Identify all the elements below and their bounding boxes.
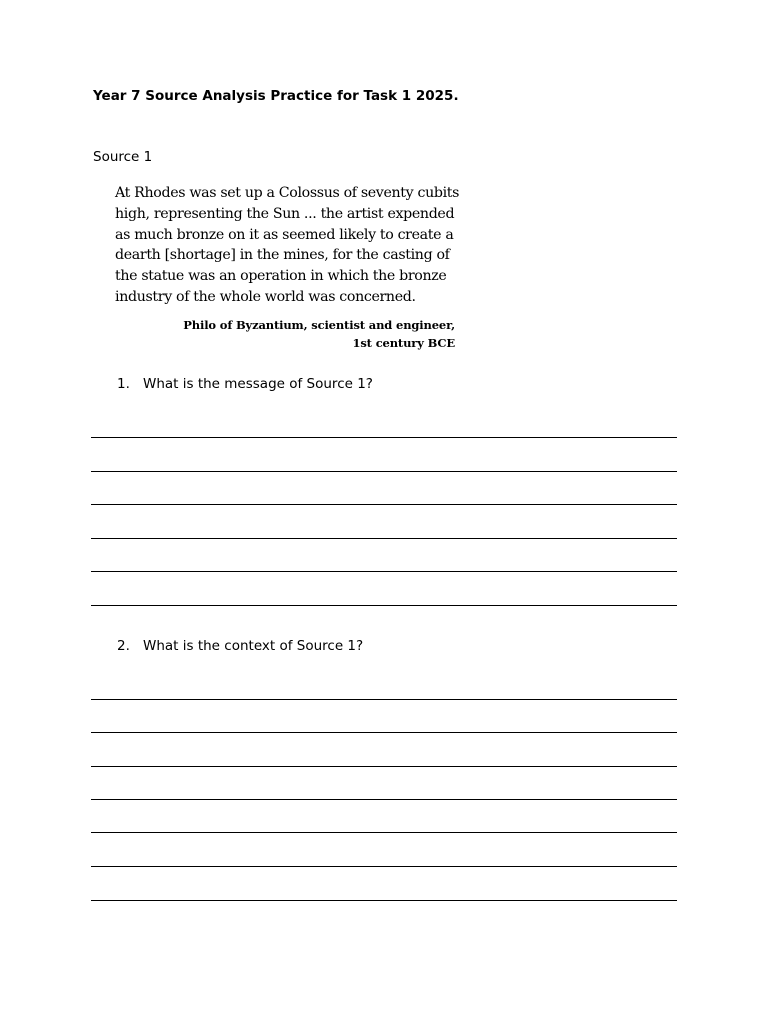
question-1 xyxy=(117,376,373,392)
answer-line xyxy=(91,900,677,901)
source-text-line: At Rhodes was set up a Colossus of seventy cubits xyxy=(115,185,460,201)
source-quote-block xyxy=(115,183,460,352)
answer-line xyxy=(91,699,677,700)
question-number: 1. xyxy=(117,376,130,392)
source-attribution-line: 1st century BCE xyxy=(352,335,455,350)
answer-line xyxy=(91,605,677,606)
answer-line xyxy=(91,571,677,572)
answer-line xyxy=(91,504,677,505)
source-text-line: as much bronze on it as seemed likely to create a xyxy=(115,226,454,243)
answer-line xyxy=(91,538,677,539)
question-text: What is the message of Source 1? xyxy=(143,376,373,392)
question-text: What is the context of Source 1? xyxy=(143,638,364,654)
source-text-line: industry of the whole world was concerned. xyxy=(115,288,416,305)
answer-line xyxy=(91,766,677,767)
source-text-line: high, representing the Sun ... the artist expended xyxy=(115,205,455,222)
source-attribution-line: Philo of Byzantium, scientist and engineer, xyxy=(183,317,455,332)
answer-line xyxy=(91,437,677,438)
answer-line xyxy=(91,799,677,800)
answer-line xyxy=(91,471,677,472)
worksheet-title: Year 7 Source Analysis Practice for Task 1 2025. xyxy=(93,88,459,104)
answer-line xyxy=(91,832,677,833)
question-2 xyxy=(117,638,363,654)
answer-line xyxy=(91,732,677,733)
answer-line xyxy=(91,866,677,867)
question-number: 2. xyxy=(117,638,130,654)
source-label: Source 1 xyxy=(93,149,153,165)
source-text-line: dearth [shortage] in the mines, for the casting of xyxy=(115,247,450,264)
source-text-line: the statue was an operation in which the bronze xyxy=(115,268,447,285)
